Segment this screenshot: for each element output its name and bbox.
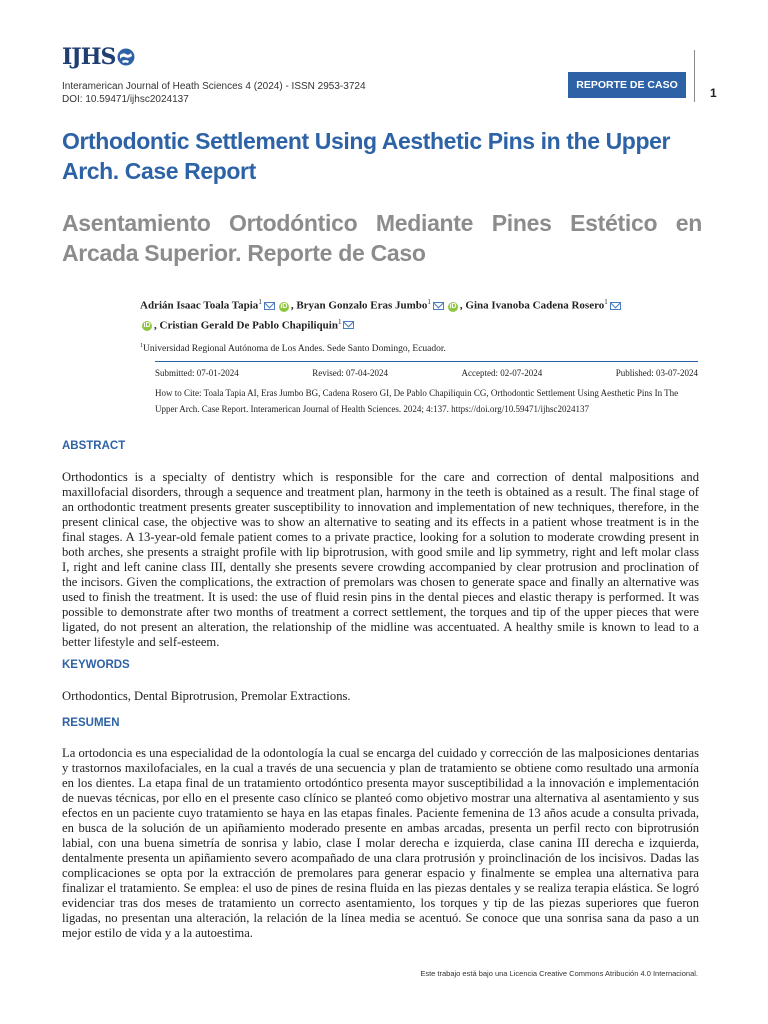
author-name[interactable]: Adrián Isaac Toala Tapia xyxy=(140,299,259,312)
logo-text: IJHS xyxy=(62,44,116,70)
author-affiliation-sup: 1 xyxy=(337,317,342,326)
how-to-cite: How to Cite: Toala Tapia AI, Eras Jumbo BG, Cadena Rosero GI, De Pablo Chapiliquin CG, Orthodontic Settlement Using Aesthetic Pins In The Upper Arch. Case Report. Interamerican Journal of Health Sciences. 2024; 4:137. https://doi.org/10.59471/ijhsc2024137 xyxy=(155,388,679,414)
license-note[interactable]: Este trabajo está bajo una Licencia Creative Commons Atribución 4.0 Internacional. xyxy=(420,969,698,978)
orcid-icon[interactable]: iD xyxy=(143,322,151,330)
author-name[interactable]: Gina Ivanoba Cadena Rosero xyxy=(465,299,605,312)
author-affiliation-sup: 1 xyxy=(258,298,262,306)
title-spanish: Asentamiento Ortodóntico Mediante Pines Estético en Arcada Superior. Reporte de Caso xyxy=(62,210,702,266)
date-revised: Revised: 07-04-2024 xyxy=(312,368,388,378)
keywords-heading: KEYWORDS xyxy=(62,659,130,671)
date-accepted: Accepted: 02-07-2024 xyxy=(461,368,543,378)
affiliation xyxy=(140,343,446,354)
author-affiliation-sup: 1 xyxy=(427,298,431,306)
email-icon[interactable] xyxy=(433,302,444,310)
resumen-heading: RESUMEN xyxy=(62,717,120,729)
abstract-heading: ABSTRACT xyxy=(62,440,126,452)
globe-icon xyxy=(116,47,136,67)
author-affiliation-sup: 1 xyxy=(604,298,608,306)
dates-row xyxy=(155,368,698,378)
page-number: 1 xyxy=(710,86,717,100)
orcid-icon[interactable]: iD xyxy=(449,302,457,310)
date-published: Published: 03-07-2024 xyxy=(615,368,698,378)
email-icon[interactable] xyxy=(264,302,275,310)
author-name[interactable]: Cristian Gerald De Pablo Chapiliquin xyxy=(159,319,338,332)
journal-logo xyxy=(62,42,136,72)
email-icon[interactable] xyxy=(610,302,621,310)
journal-citation-line: Interamerican Journal of Heath Sciences 4 (2024) - ISSN 2953-3724 xyxy=(62,81,366,92)
article-type-badge: REPORTE DE CASO xyxy=(568,72,686,98)
title-english: Orthodontic Settlement Using Aesthetic Pins in the Upper Arch. Case Report xyxy=(62,128,671,184)
abstract-text: Orthodontics is a specialty of dentistry which is responsible for the care and correction of dental malpositions and maxillofacial disorders, through a sequence and treatment plan, harmony in the teeth is obtained as a result. The final stage of an orthodontic treatment presents greater susceptibility to innovation and implementation of new techniques, therefore, in the present clinical case, the objective was to show an alternative to seating and its effects in a patient whose treatment is in the final stages. A 13-year-old female patient comes to a private practice, looking for a solution to moderate crowding present in both arches, she presents a straight profile with lip biprotrusion, with good smile and lip symmetry, right and left molar class I, right and left canine class III, dentally she presents severe crowding accompanied by clear protrusion and proclination of the incisors. Given the complications, the extraction of premolars was chosen to generate space and finally an alternative was used to finish the treatment. It is used: the use of fluid resin pins in the dental pieces and elastic therapy is performed. It was possible to demonstrate after two months of treatment a correct settlement, the torques and tip of the upper pieces that were ligated, do not present an alteration, the relationship of the midline was accentuated. A healthy smile is known to lead to a better lifestyle and self-esteem. xyxy=(62,470,699,649)
author-name[interactable]: Bryan Gonzalo Eras Jumbo xyxy=(296,299,428,312)
affiliation-text: Universidad Regional Autónoma de Los Andes. Sede Santo Domingo, Ecuador. xyxy=(143,344,446,355)
metadata-rule xyxy=(155,361,698,362)
date-submitted: Submitted: 07-01-2024 xyxy=(155,368,239,378)
affiliation-sup: 1 xyxy=(140,343,143,349)
email-icon[interactable] xyxy=(343,321,354,329)
header-divider xyxy=(694,50,695,102)
author-list: Adrián Isaac Toala Tapia$^1$iD , Bryan Gonzalo Eras Jumbo$^1$iD , Gina Ivanoba Cadena Rosero$^1$ iD , Cristian Gerald De Pablo Chapiliquin$^1$ xyxy=(140,294,700,333)
doi-line: DOI: 10.59471/ijhsc2024137 xyxy=(62,94,189,105)
keywords-text: Orthodontics, Dental Biprotrusion, Premolar Extractions. xyxy=(62,689,351,703)
orcid-icon[interactable]: iD xyxy=(280,302,288,310)
resumen-text: La ortodoncia es una especialidad de la odontología la cual se encarga del cuidado y corrección de las malposiciones dentarias y trastornos maxilofaciales, en la cual a través de una secuencia y plan de tratamiento se obtiene como resultado una armonía en los dientes. La etapa final de un tratamiento ortodóntico presenta mayor susceptibilidad a la innovación e implementación de nuevas técnicas, por ello en el presente caso clínico se planteó como objetivo mostrar una alternativa al asentamiento y sus efectos en un paciente cuyo tratamiento se haya en las etapas finales. Paciente femenina de 13 años acude a consulta privada, en busca de la solución de un apiñamiento moderado presente en ambas arcadas, presenta un perfil recto con biprotrusión labial, con una buena simetría de sonrisa y labio, clase I molar derecha e izquierda, clase canina III derecha e izquierda, dentalmente presenta un apiñamiento severo acompañado de una clara protrusión y proinclinación de los incisivos. Dadas las complicaciones se opta por la extracción de premolares para generar espacio y finalmente se emplea una alternativa para finalizar el tratamiento. Se emplea: el uso de pines de resina fluida en las piezas dentales y se realiza terapia elástica. Se logró evidenciar tras dos meses de tratamiento un correcto asentamiento, los torques y tip de las piezas superiores que fueron ligadas, no presentan una alteración, la relación de la línea media se acentuó. Se conoce que una sonrisa sana da paso a un mejor estilo de vida y a la autoestima. xyxy=(62,746,699,940)
